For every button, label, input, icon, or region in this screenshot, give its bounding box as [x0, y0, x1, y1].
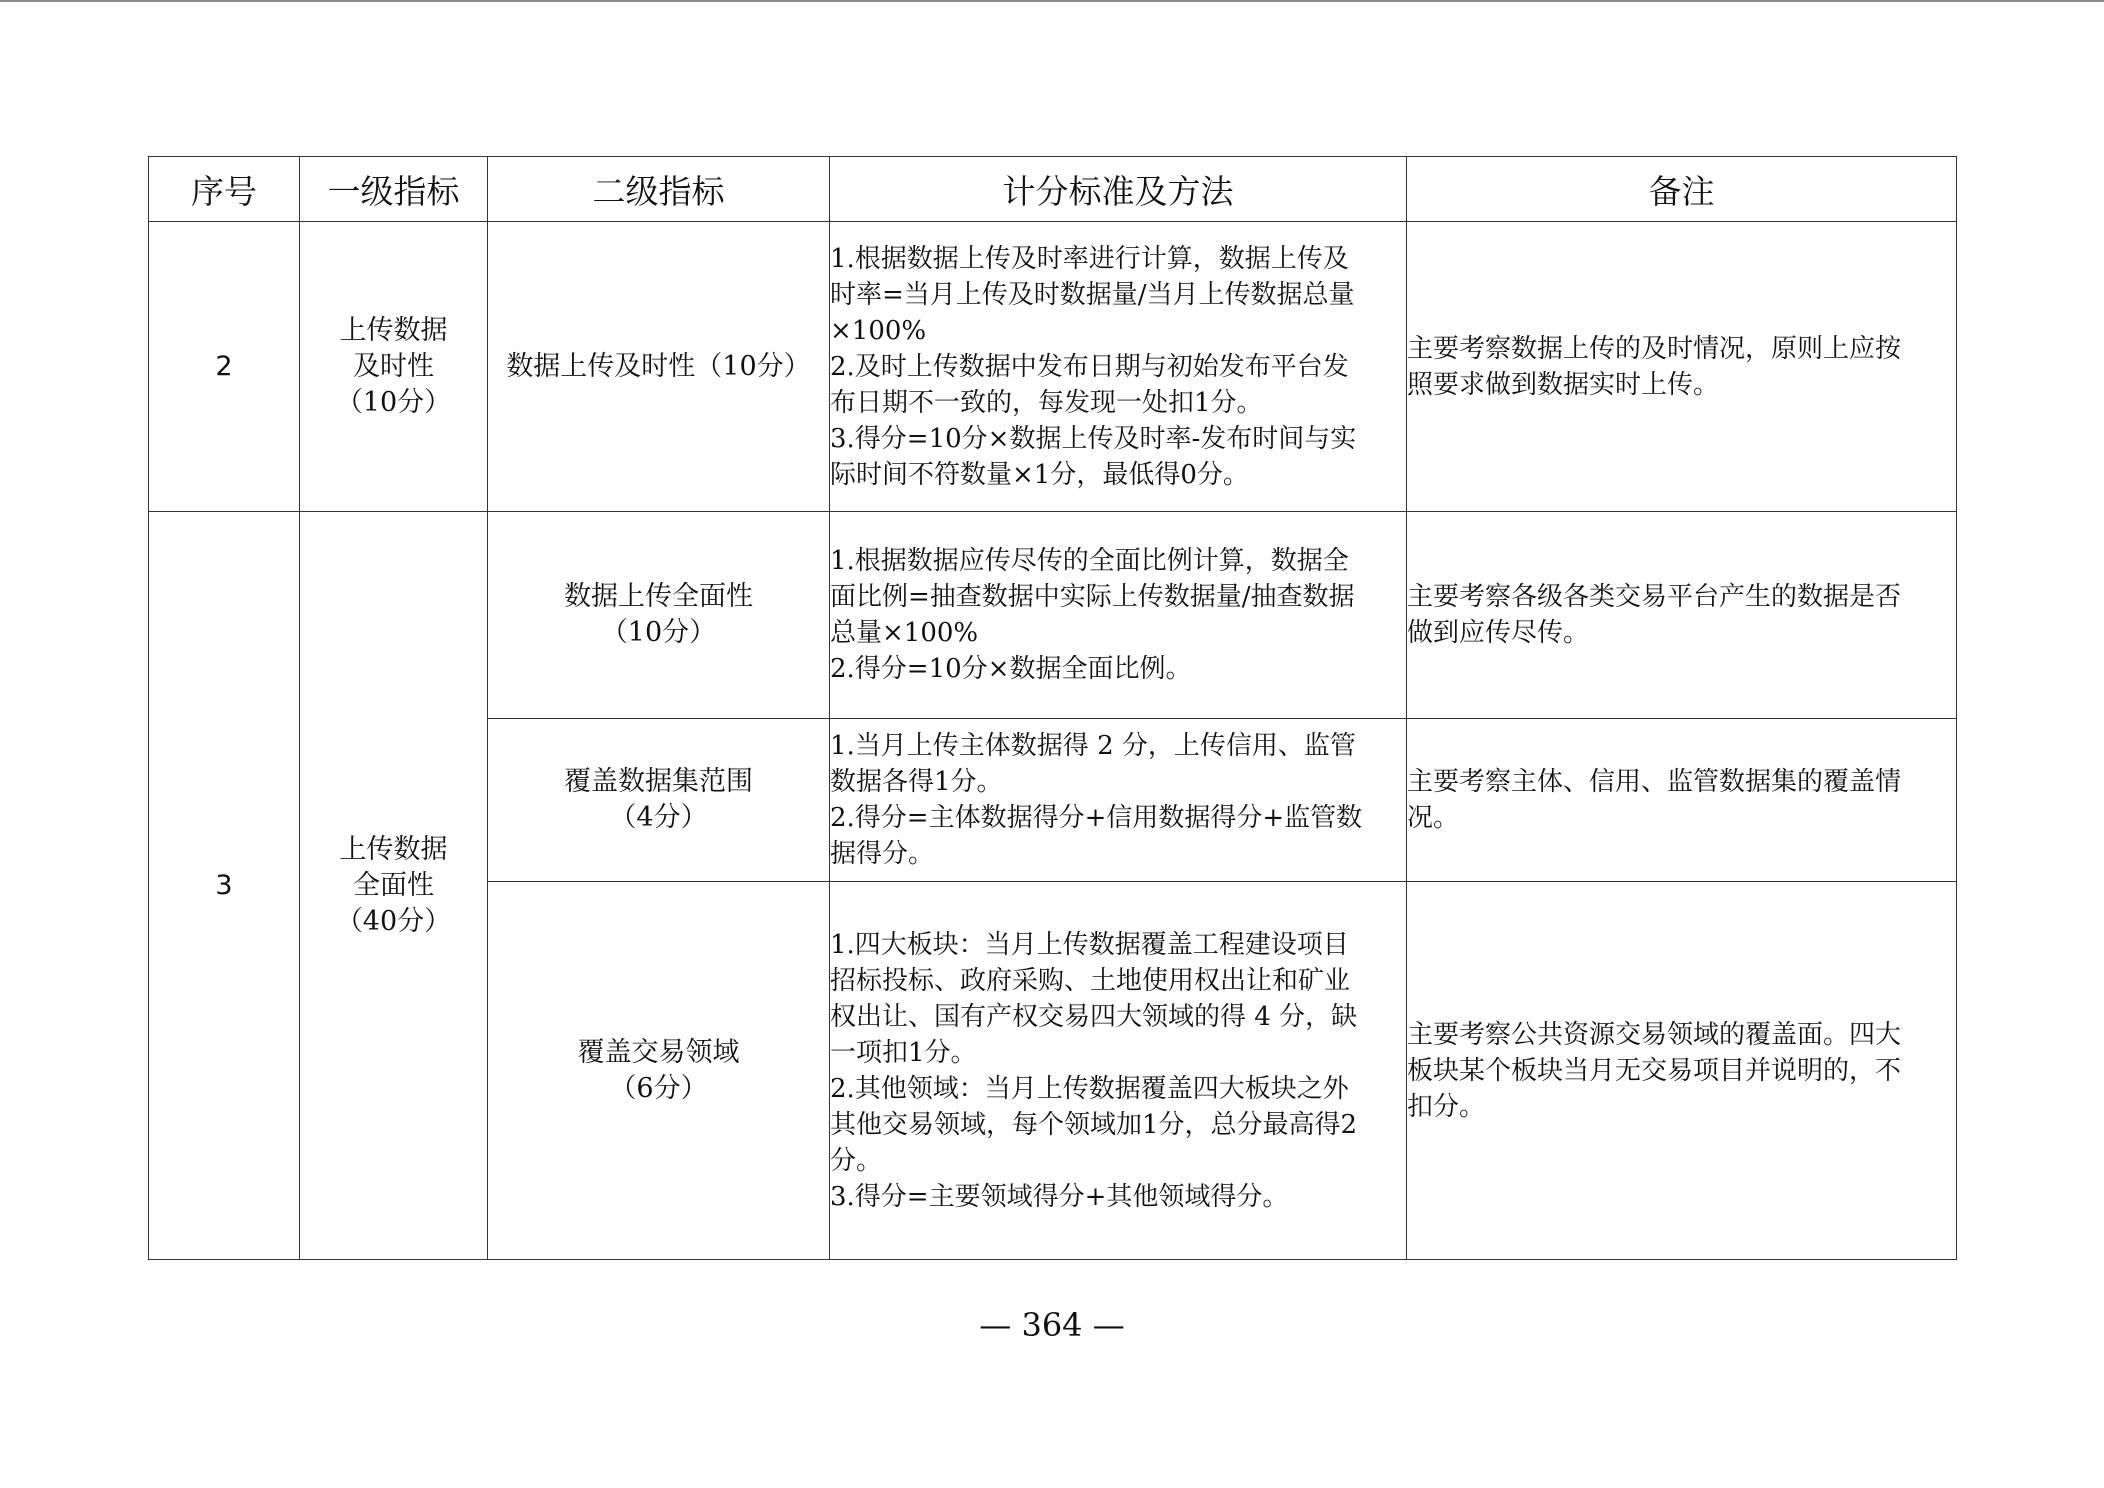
row-remarks: 主要考察主体、信用、监管数据集的覆盖情 况。: [1407, 719, 1957, 882]
row-scoring-criteria: 1.四大板块：当月上传数据覆盖工程建设项目 招标投标、政府采购、土地使用权出让和矿业 权出让、国有产权交易四大领域的得 4 分，缺 一项扣1分。 2.其他领域：当月上传数据覆盖四大板块之外 其他交易领域，每个领域加1分，总分最高得2 分。 3.得分=主要领域得分+其他领域得分。: [830, 882, 1407, 1260]
header-level2-indicator: 二级指标: [488, 157, 830, 222]
row-level2-indicator: 数据上传及时性（10分）: [488, 222, 830, 512]
scoring-table: [148, 156, 1957, 1260]
table-row: [149, 512, 1957, 719]
header-seq: 序号: [149, 157, 300, 222]
header-scoring-criteria: 计分标准及方法: [830, 157, 1407, 222]
row-scoring-criteria: 1.根据数据应传尽传的全面比例计算，数据全 面比例=抽查数据中实际上传数据量/抽查数据 总量×100% 2.得分=10分×数据全面比例。: [830, 512, 1407, 719]
table-row: [149, 222, 1957, 512]
row-level2-indicator: 数据上传全面性 （10分）: [488, 512, 830, 719]
row-level2-indicator: 覆盖数据集范围 （4分）: [488, 719, 830, 882]
row-seq: 2: [149, 222, 300, 512]
row-level2-indicator: 覆盖交易领域 （6分）: [488, 882, 830, 1260]
row-level1-indicator: 上传数据 全面性 （40分）: [300, 512, 488, 1260]
table-header-row: [149, 157, 1957, 222]
row-remarks: 主要考察数据上传的及时情况，原则上应按 照要求做到数据实时上传。: [1407, 222, 1957, 512]
page-number: — 364 —: [979, 1306, 1125, 1344]
header-level1-indicator: 一级指标: [300, 157, 488, 222]
row-seq: 3: [149, 512, 300, 1260]
header-remarks: 备注: [1407, 157, 1957, 222]
row-level1-indicator: 上传数据 及时性 （10分）: [300, 222, 488, 512]
row-remarks: 主要考察各级各类交易平台产生的数据是否 做到应传尽传。: [1407, 512, 1957, 719]
row-remarks: 主要考察公共资源交易领域的覆盖面。四大 板块某个板块当月无交易项目并说明的，不 扣分。: [1407, 882, 1957, 1260]
row-scoring-criteria: 1.根据数据上传及时率进行计算，数据上传及 时率=当月上传及时数据量/当月上传数据总量 ×100% 2.及时上传数据中发布日期与初始发布平台发 布日期不一致的，每发现一处扣1分。 3.得分=10分×数据上传及时率-发布时间与实 际时间不符数量×1分，最低得0分。: [830, 222, 1407, 512]
row-scoring-criteria: 1.当月上传主体数据得 2 分，上传信用、监管 数据各得1分。 2.得分=主体数据得分+信用数据得分+监管数 据得分。: [830, 719, 1407, 882]
top-border-rule: [0, 0, 2104, 2]
